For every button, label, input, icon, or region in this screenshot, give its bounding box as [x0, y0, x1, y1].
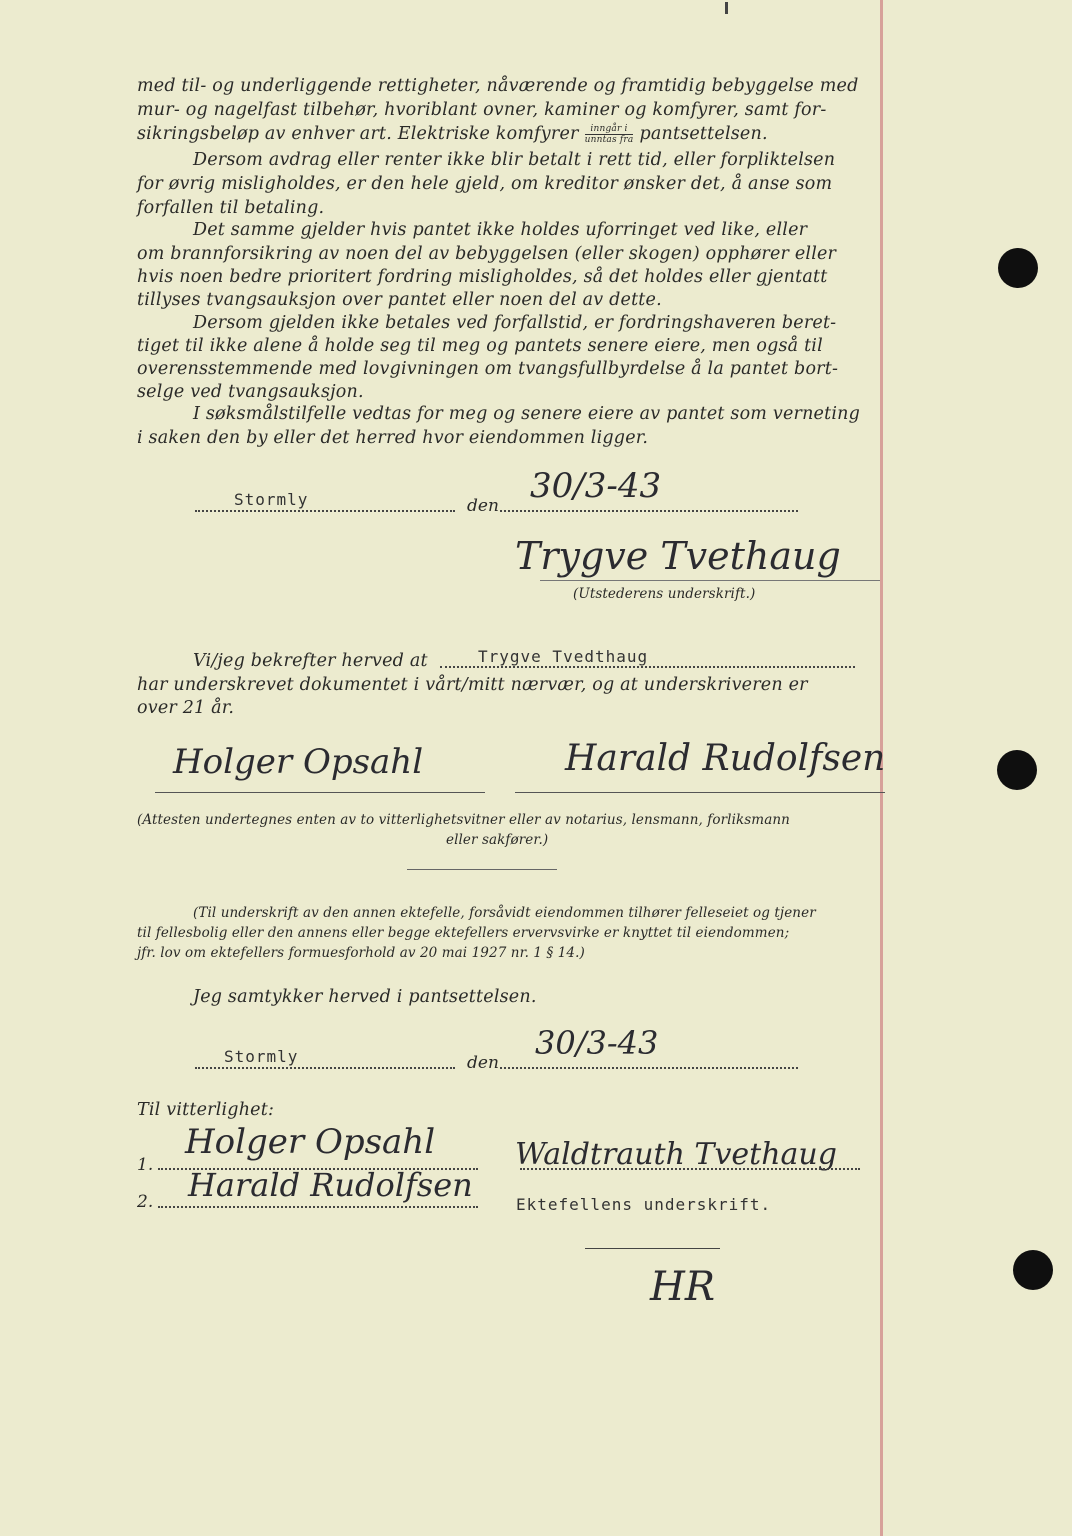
- den-label: den: [467, 496, 499, 516]
- body-line-13: overensstemmende med lovgivningen om tvangsfullbyrdelse å la pantet bort-: [137, 359, 839, 379]
- body-line-11: Dersom gjelden ikke betales ved forfallstid, er fordringshaveren beret-: [193, 313, 837, 333]
- attest-line-3: over 21 år.: [137, 698, 235, 718]
- initials-handwritten: HR: [650, 1264, 715, 1310]
- consent-witness-2-dotted-line: [158, 1206, 478, 1208]
- consent-place-typed: Stormly: [224, 1047, 299, 1066]
- body-line-5: for øvrig misligholdes, er den hele gjeld, om kreditor ønsker det, å anse som: [137, 174, 833, 194]
- issuer-signature-caption: (Utstederens underskrift.): [573, 586, 756, 602]
- body-line-14: selge ved tvangsauksjon.: [137, 382, 364, 402]
- witness-number-1: 1.: [137, 1155, 154, 1175]
- inngaar-unntas-fraction: [585, 124, 634, 145]
- consent-date-handwritten: 30/3-43: [535, 1024, 659, 1062]
- witness-2-line: [515, 792, 885, 793]
- witness-number-2: 2.: [137, 1192, 154, 1212]
- body-line-3: [137, 124, 768, 145]
- attest-intro: Vi/jeg bekrefter herved at: [193, 651, 428, 671]
- body-line-12: tiget til ikke alene å holde seg til meg og pantets senere eiere, men også til: [137, 336, 823, 356]
- date-handwritten: 30/3-43: [530, 466, 662, 506]
- punch-hole-icon: [998, 248, 1038, 288]
- attest-name-typed: Trygve Tvedthaug: [478, 647, 649, 666]
- body-line-3-end: pantsettelsen.: [639, 124, 768, 144]
- signature-underline: [540, 580, 880, 581]
- punch-hole-icon: [997, 750, 1037, 790]
- witness-1-line: [155, 792, 485, 793]
- place-typed: Stormly: [234, 490, 309, 509]
- fraction-top: inngår i: [585, 124, 634, 135]
- consent-text: Jeg samtykker herved i pantsettelsen.: [193, 987, 537, 1007]
- spouse-note-line-1: (Til underskrift av den annen ektefelle, forsåvidt eiendommen tilhører felleseiet og tjener: [193, 905, 816, 921]
- body-line-3-start: sikringsbeløp av enhver art. Elektriske komfyrer: [137, 124, 579, 144]
- punch-hole-icon: [1013, 1250, 1053, 1290]
- attest-line-2: har underskrevet dokumentet i vårt/mitt nærvær, og at underskriveren er: [137, 675, 808, 695]
- consent-witness-2-signature: Harald Rudolfsen: [188, 1166, 473, 1204]
- body-line-8: om brannforsikring av noen del av bebyggelsen (eller skogen) opphører eller: [137, 244, 837, 264]
- body-line-2: mur- og nagelfast tilbehør, hvoriblant ovner, kaminer og komfyrer, samt for-: [137, 100, 827, 120]
- consent-witness-1-signature: Holger Opsahl: [185, 1122, 436, 1162]
- fraction-bottom: unntas fra: [584, 135, 634, 145]
- body-line-6: forfallen til betaling.: [137, 198, 325, 218]
- place-dotted-line: [195, 510, 455, 512]
- date-dotted-line: [500, 510, 798, 512]
- attest-note-1: (Attesten undertegnes enten av to vitterlighetsvitner eller av notarius, lensmann, forliksmann: [137, 812, 790, 828]
- witness-1-signature: Holger Opsahl: [173, 742, 424, 782]
- consent-date-dotted-line: [500, 1067, 798, 1069]
- body-line-7: Det samme gjelder hvis pantet ikke holdes uforringet ved like, eller: [193, 220, 808, 240]
- attest-note-2: eller sakfører.): [446, 832, 549, 848]
- til-vitterlighet-label: Til vitterlighet:: [137, 1100, 275, 1120]
- issuer-signature: Trygve Tvethaug: [515, 534, 841, 578]
- spouse-note-line-3: jfr. lov om ektefellers formuesforhold av 20 mai 1927 nr. 1 § 14.): [137, 945, 585, 961]
- witness-2-signature: Harald Rudolfsen: [565, 738, 886, 779]
- body-line-15: I søksmålstilfelle vedtas for meg og senere eiere av pantet som verneting: [193, 404, 860, 424]
- initials-line: [585, 1248, 720, 1249]
- spouse-signature-caption: Ektefellens underskrift.: [516, 1195, 772, 1214]
- consent-place-dotted-line: [195, 1067, 455, 1069]
- consent-den-label: den: [467, 1053, 499, 1073]
- body-line-16: i saken den by eller det herred hvor eiendommen ligger.: [137, 428, 649, 448]
- spouse-dotted-line: [520, 1168, 860, 1170]
- section-divider: [407, 869, 557, 870]
- body-line-1: med til- og underliggende rettigheter, nåværende og framtidig bebyggelse med: [137, 76, 859, 96]
- top-mark: [725, 2, 728, 14]
- body-line-9: hvis noen bedre prioritert fordring misligholdes, så det holdes eller gjentatt: [137, 267, 828, 287]
- attest-name-dotted-line: [440, 666, 855, 668]
- body-line-4: Dersom avdrag eller renter ikke blir betalt i rett tid, eller forpliktelsen: [193, 150, 836, 170]
- spouse-note-line-2: til fellesbolig eller den annens eller begge ektefellers ervervsvirke er knyttet til eiendommen;: [137, 925, 790, 941]
- body-line-10: tillyses tvangsauksjon over pantet eller noen del av dette.: [137, 290, 662, 310]
- spouse-signature: Waldtrauth Tvethaug: [515, 1137, 837, 1172]
